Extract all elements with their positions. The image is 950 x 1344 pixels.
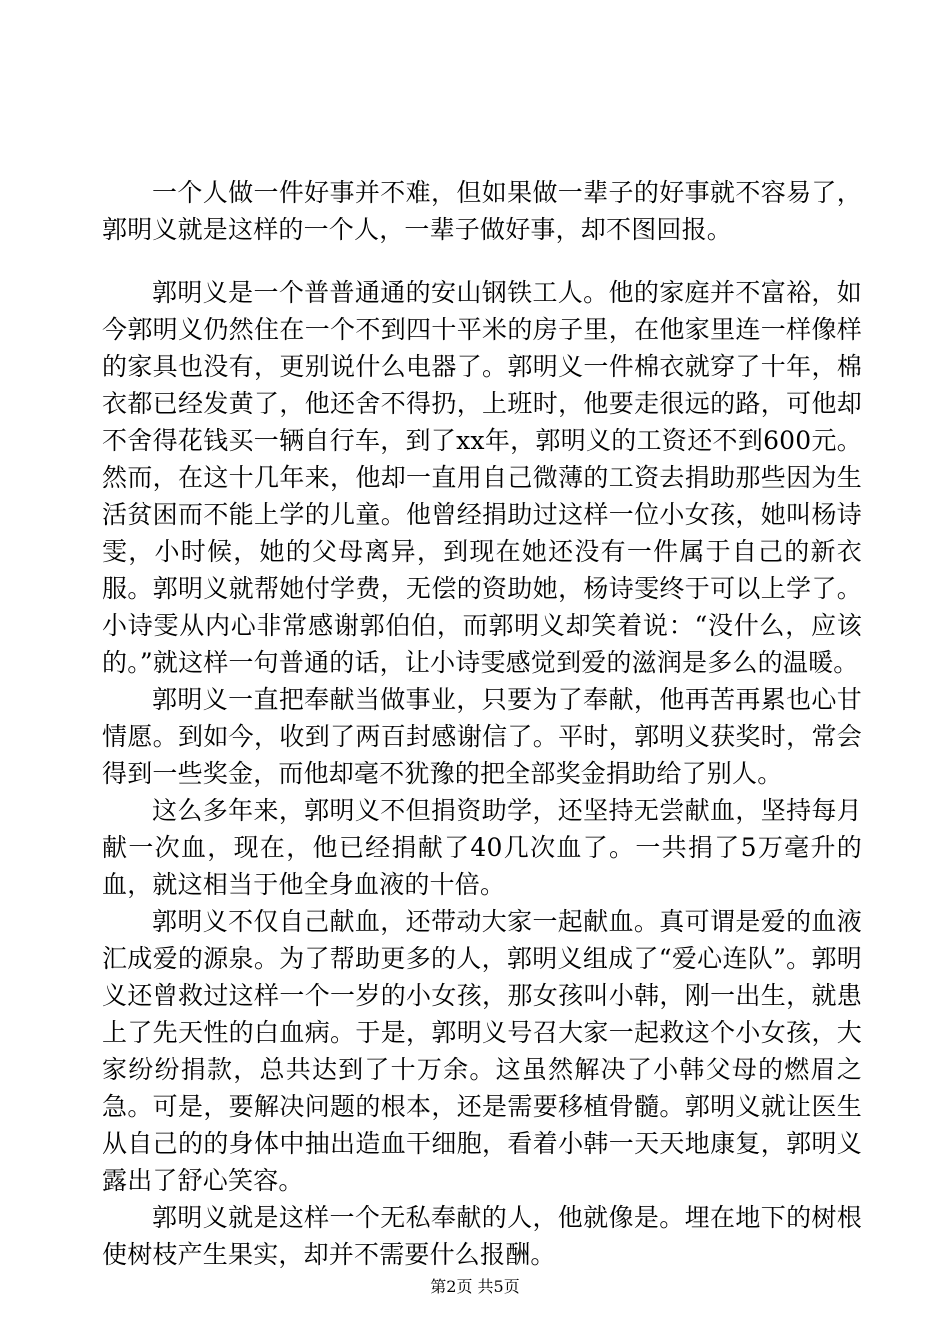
- paragraph-conclusion: 郭明义就是这样一个无私奉献的人，他就像是。埋在地下的树根使树枝产生果实，却并不需要什么报酬。: [102, 1203, 862, 1269]
- paragraph-intro: 一个人做一件好事并不难，但如果做一辈子的好事就不容易了，郭明义就是这样的一个人，一辈子做好事，却不图回报。: [102, 178, 862, 244]
- document-body: [102, 174, 862, 1273]
- paragraph-blood-donation: 这么多年来，郭明义不但捐资助学，还坚持无尝献血，坚持每月献一次血，现在，他已经捐献了40几次血了。一共捐了5万毫升的血，就这相当于他全身血液的十倍。: [102, 796, 862, 899]
- page-number-footer: 第2页 共5页: [430, 1277, 520, 1296]
- paragraph-dedication: 郭明义一直把奉献当做事业，只要为了奉献，他再苦再累也心甘情愿。到如今，收到了两百封感谢信了。平时，郭明义获奖时，常会得到一些奖金，而他却毫不犹豫的把全部奖金捐助给了别人。: [102, 685, 862, 788]
- paragraph-love-team: 郭明义不仅自己献血，还带动大家一起献血。真可谓是爱的血液汇成爱的源泉。为了帮助更多的人，郭明义组成了“爱心连队”。郭明义还曾救过这样一个一岁的小女孩，那女孩叫小韩，刚一出生，就患上了先天性的白血病。于是，郭明义号召大家一起救这个小女孩，大家纷纷捐款，总共达到了十万余。这虽然解决了小韩父母的燃眉之急。可是，要解决问题的根本，还是需要移植骨髓。郭明义就让医生从自己的的身体中抽出造血干细胞，看着小韩一天天地康复，郭明义露出了舒心笑容。: [102, 907, 862, 1195]
- paragraph-background: 郭明义是一个普普通通的安山钢铁工人。他的家庭并不富裕，如今郭明义仍然住在一个不到四十平米的房子里，在他家里连一样像样的家具也没有，更别说什么电器了。郭明义一件棉衣就穿了十年，棉衣都已经发黄了，他还舍不得扔，上班时，他要走很远的路，可他却不舍得花钱买一辆自行车，到了xx年，郭明义的工资还不到600元。然而，在这十几年来，他却一直用自己微薄的工资去捐助那些因为生活贫困而不能上学的儿童。他曾经捐助过这样一位小女孩，她叫杨诗雯，小时候，她的父母离异，到现在她还没有一件属于自己的新衣服。郭明义就帮她付学费，无偿的资助她，杨诗雯终于可以上学了。小诗雯从内心非常感谢郭伯伯，而郭明义却笑着说：“没什么，应该的。”就这样一句普通的话，让小诗雯感觉到爱的滋润是多么的温暖。: [102, 278, 862, 677]
